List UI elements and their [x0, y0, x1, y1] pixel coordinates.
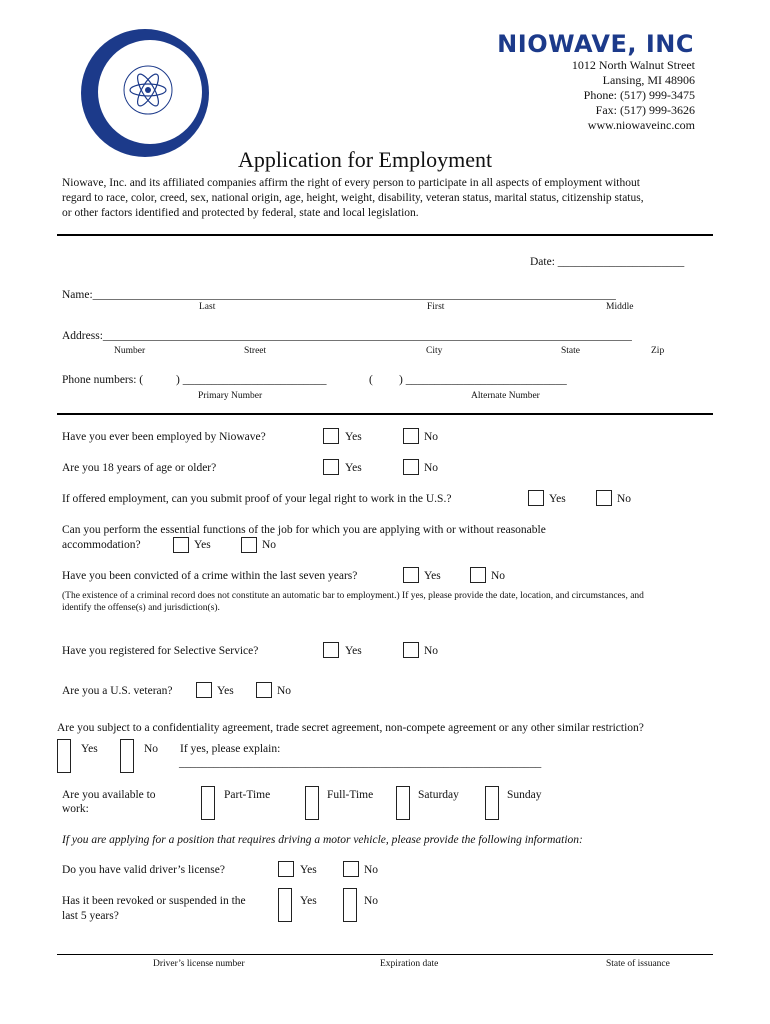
q6-no-checkbox[interactable] — [403, 642, 419, 658]
company-website[interactable]: www.niowaveinc.com — [587, 118, 695, 132]
q4-yes-checkbox[interactable] — [173, 537, 189, 553]
license-fields-line[interactable] — [57, 954, 713, 955]
question-availability-cont: work: — [62, 803, 89, 815]
q5-yes-label: Yes — [424, 570, 441, 582]
q5-yes-checkbox[interactable] — [403, 567, 419, 583]
address-sub-city: City — [426, 346, 443, 356]
address-sub-number: Number — [114, 346, 146, 356]
q7-no-label: No — [277, 685, 292, 697]
primary-phone-field[interactable]: ) _________________________ — [176, 374, 327, 386]
q4-no-label: No — [262, 539, 277, 551]
q8-yes-label: Yes — [81, 743, 98, 755]
intro-line-2: regard to race, color, creed, sex, national origin, age, height, weight, disability, veteran status, marital status, citizenship status, — [62, 192, 644, 204]
driving-note: If you are applying for a position that requires driving a motor vehicle, please provide the following information: — [62, 834, 583, 846]
license-expiration-label: Expiration date — [380, 959, 439, 969]
q6-yes-label: Yes — [345, 645, 362, 657]
company-fax: Fax: (517) 999-3626 — [595, 103, 695, 117]
q4-no-checkbox[interactable] — [241, 537, 257, 553]
q1-no-checkbox[interactable] — [403, 428, 419, 444]
q8-explain-field[interactable]: _______________________________________________________________ — [179, 757, 542, 769]
question-valid-license: Do you have valid driver’s license? — [62, 864, 225, 876]
q1-yes-checkbox[interactable] — [323, 428, 339, 444]
intro-line-1: Niowave, Inc. and its affiliated companies affirm the right of every person to participate in all aspects of employment without — [62, 177, 640, 189]
address-sub-street: Street — [244, 346, 267, 356]
q7-yes-checkbox[interactable] — [196, 682, 212, 698]
date-field[interactable]: Date: ______________________ — [530, 256, 685, 268]
q3-yes-checkbox[interactable] — [528, 490, 544, 506]
q3-no-label: No — [617, 493, 632, 505]
address-field[interactable]: Address:____________________________________________________________________________________________ — [62, 330, 632, 342]
criminal-record-note-1: (The existence of a criminal record does not constitute an automatic bar to employment.) If yes, please provide the date, location, and circumstances, and — [62, 591, 644, 601]
question-employed-before: Have you ever been employed by Niowave? — [62, 431, 266, 443]
question-license-revoked-cont: last 5 years? — [62, 910, 119, 922]
q8-yes-checkbox[interactable] — [57, 739, 71, 773]
question-selective-service: Have you registered for Selective Service? — [62, 645, 259, 657]
question-confidentiality-agreement: Are you subject to a confidentiality agreement, trade secret agreement, non-compete agreement or any other similar restriction? — [57, 722, 644, 734]
q8-no-label: No — [144, 743, 159, 755]
q2-no-label: No — [424, 462, 439, 474]
question-license-revoked: Has it been revoked or suspended in the — [62, 895, 246, 907]
q7-yes-label: Yes — [217, 685, 234, 697]
q6-no-label: No — [424, 645, 439, 657]
question-criminal-conviction: Have you been convicted of a crime within the last seven years? — [62, 570, 358, 582]
q5-no-label: No — [491, 570, 506, 582]
q6-yes-checkbox[interactable] — [323, 642, 339, 658]
q11-yes-checkbox[interactable] — [278, 888, 292, 922]
parttime-checkbox[interactable] — [201, 786, 215, 820]
question-availability: Are you available to — [62, 789, 156, 801]
phone-sub-alternate: Alternate Number — [471, 391, 540, 401]
page-title: Application for Employment — [238, 147, 493, 172]
question-legal-right-to-work: If offered employment, can you submit proof of your legal right to work in the U.S.? — [62, 493, 452, 505]
company-name: NIOWAVE, INC — [497, 30, 694, 58]
q2-no-checkbox[interactable] — [403, 459, 419, 475]
q10-yes-label: Yes — [300, 864, 317, 876]
address-sub-zip: Zip — [651, 346, 665, 356]
q11-yes-label: Yes — [300, 895, 317, 907]
q10-no-label: No — [364, 864, 379, 876]
q3-no-checkbox[interactable] — [596, 490, 612, 506]
q7-no-checkbox[interactable] — [256, 682, 272, 698]
saturday-label: Saturday — [418, 789, 459, 801]
fulltime-label: Full-Time — [327, 789, 374, 801]
q8-explain-label: If yes, please explain: — [180, 743, 281, 755]
divider-top — [57, 234, 713, 236]
phone-label: Phone numbers: ( — [62, 374, 144, 386]
company-phone: Phone: (517) 999-3475 — [583, 88, 695, 102]
divider-middle — [57, 413, 713, 415]
company-address-line2: Lansing, MI 48906 — [602, 73, 695, 87]
intro-line-3: or other factors identified and protected by federal, state and local legislation. — [62, 207, 419, 219]
question-age-18: Are you 18 years of age or older? — [62, 462, 217, 474]
q3-yes-label: Yes — [549, 493, 566, 505]
address-sub-state: State — [561, 346, 580, 356]
name-sub-first: First — [427, 302, 445, 312]
alternate-phone-field[interactable]: ) ____________________________ — [399, 374, 567, 386]
question-essential-functions-cont: accommodation? — [62, 539, 141, 551]
company-address-line1: 1012 North Walnut Street — [571, 58, 695, 72]
fulltime-checkbox[interactable] — [305, 786, 319, 820]
license-number-label: Driver’s license number — [153, 959, 245, 969]
q5-no-checkbox[interactable] — [470, 567, 486, 583]
q1-no-label: No — [424, 431, 439, 443]
name-sub-last: Last — [199, 302, 216, 312]
question-essential-functions: Can you perform the essential functions of the job for which you are applying with or without reasonable — [62, 524, 546, 536]
phone-sub-primary: Primary Number — [198, 391, 263, 401]
sunday-checkbox[interactable] — [485, 786, 499, 820]
q11-no-checkbox[interactable] — [343, 888, 357, 922]
name-field[interactable]: Name:___________________________________________________________________________________________ — [62, 289, 616, 301]
alt-phone-open: ( — [369, 374, 373, 386]
q2-yes-checkbox[interactable] — [323, 459, 339, 475]
q1-yes-label: Yes — [345, 431, 362, 443]
sunday-label: Sunday — [507, 789, 542, 801]
q10-yes-checkbox[interactable] — [278, 861, 294, 877]
criminal-record-note-2: identify the offense(s) and jurisdiction(s). — [62, 603, 220, 613]
parttime-label: Part-Time — [224, 789, 271, 801]
q2-yes-label: Yes — [345, 462, 362, 474]
name-sub-middle: Middle — [606, 302, 634, 312]
question-veteran: Are you a U.S. veteran? — [62, 685, 173, 697]
license-state-label: State of issuance — [606, 959, 670, 969]
saturday-checkbox[interactable] — [396, 786, 410, 820]
company-logo — [80, 28, 210, 158]
q11-no-label: No — [364, 895, 379, 907]
q10-no-checkbox[interactable] — [343, 861, 359, 877]
q8-no-checkbox[interactable] — [120, 739, 134, 773]
q4-yes-label: Yes — [194, 539, 211, 551]
